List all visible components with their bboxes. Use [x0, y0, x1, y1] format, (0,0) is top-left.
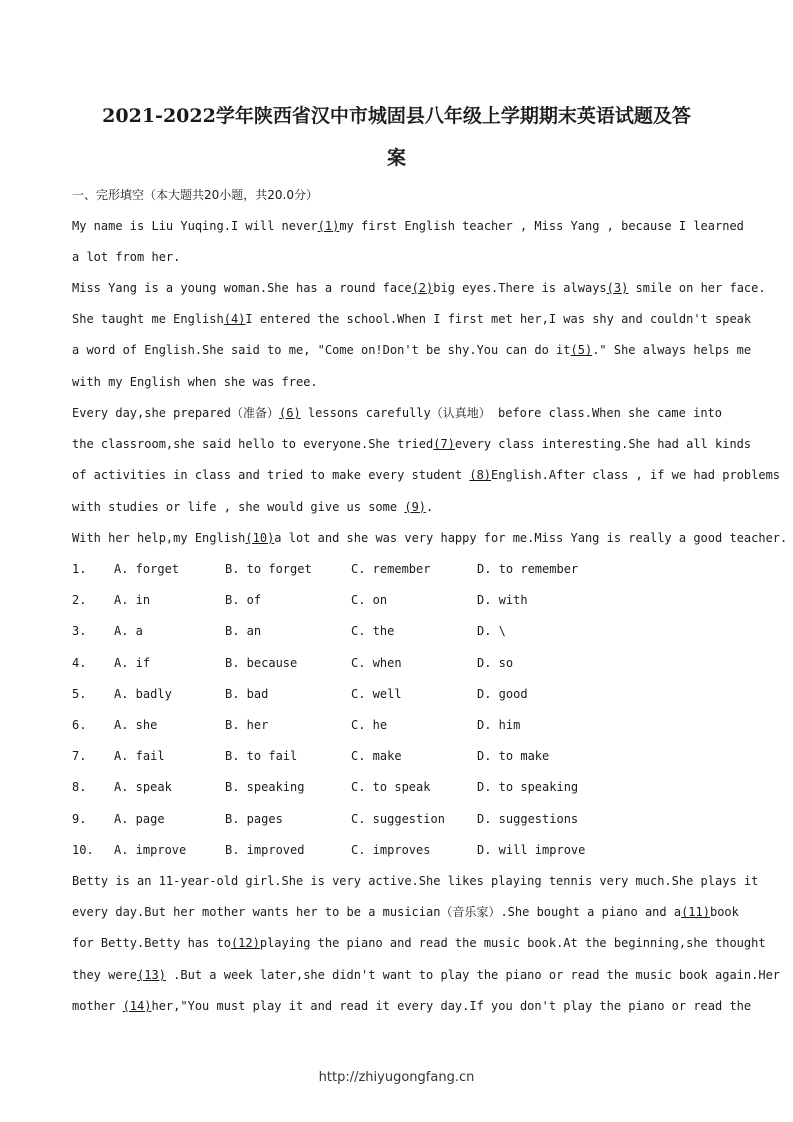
option-d: D. with — [477, 593, 528, 608]
passage-line — [72, 211, 744, 242]
document-title-line2: 案 — [386, 147, 406, 169]
question-row-2 — [72, 585, 722, 616]
section-heading: 一、完形填空（本大题共20小题，共20.0分） — [72, 188, 318, 202]
passage-text: . — [426, 499, 434, 514]
question-row-10 — [72, 835, 722, 866]
option-d: D. \ — [477, 624, 506, 639]
passage-text: .But a week later,she didn't want to play the piano or read the music book again.Her — [165, 967, 781, 982]
passage1-paragraph1 — [72, 211, 744, 273]
passage-text: for Betty.Betty has to — [72, 936, 231, 951]
option-c: C. improves — [351, 842, 431, 857]
passage-text: smile on her face. — [628, 281, 766, 295]
question-row-1 — [72, 554, 722, 585]
passage-text: big eyes.There is always — [433, 281, 607, 295]
question-number: 5. — [72, 686, 87, 701]
option-d: D. to speaking — [477, 780, 579, 795]
option-a: A. forget — [114, 562, 180, 576]
option-b: B. speaking — [225, 780, 305, 795]
option-c: C. when — [351, 655, 402, 670]
passage-text: Every day,she prepared（准备） — [72, 406, 279, 420]
blank-marker: (3) — [606, 281, 629, 295]
passage-line — [72, 242, 722, 273]
passage1-paragraph2 — [72, 273, 766, 398]
option-d: D. to remember — [477, 562, 579, 576]
blank-marker: (7) — [433, 437, 455, 452]
option-b: B. an — [225, 624, 262, 639]
passage-text: Miss Yang is a young woman.She has a round face — [72, 281, 412, 295]
question-number: 7. — [72, 749, 87, 764]
passage-text: Betty is an 11-year-old girl.She is very active.She likes playing tennis very much.She plays it — [72, 874, 759, 888]
option-a: A. she — [114, 717, 158, 732]
option-c: C. to speak — [351, 780, 431, 795]
passage-text: with my English when she was free. — [72, 374, 318, 389]
option-a: A. if — [114, 655, 151, 670]
option-a: A. speak — [114, 780, 172, 795]
question-options-list — [72, 554, 722, 866]
question-row-7 — [72, 741, 722, 772]
passage-line — [72, 367, 722, 398]
passage-line — [72, 273, 766, 304]
question-row-4 — [72, 648, 722, 679]
option-c: C. make — [351, 749, 402, 764]
option-b: B. because — [225, 655, 298, 670]
question-number: 1. — [72, 562, 87, 576]
option-d: D. suggestions — [477, 811, 579, 826]
passage-text: every day.But her mother wants her to be a musician（音乐家）.She bought a piano and a — [72, 905, 682, 920]
option-b: B. bad — [225, 686, 269, 701]
option-d: D. him — [477, 717, 521, 732]
option-a: A. badly — [114, 686, 172, 701]
passage-line — [72, 928, 766, 959]
blank-marker: (9) — [404, 499, 427, 514]
option-a: A. page — [114, 811, 165, 826]
option-a: A. in — [114, 593, 151, 608]
option-b: B. pages — [225, 811, 283, 826]
passage-text: my first English teacher , Miss Yang , because I learned — [339, 219, 744, 233]
passage-text: playing the piano and read the music book.At the beginning,she thought — [259, 936, 766, 951]
passage-line — [72, 335, 752, 366]
option-c: C. on — [351, 593, 388, 608]
question-number: 4. — [72, 655, 87, 670]
blank-marker: (11) — [681, 905, 710, 920]
passage-text: English.After class , if we had problems — [491, 468, 781, 483]
passage-text: with studies or life , she would give us some — [72, 499, 405, 514]
question-number: 2. — [72, 593, 87, 608]
passage-text: they were — [72, 967, 138, 982]
passage-text: the classroom,she said hello to everyone.She tried — [72, 437, 434, 452]
passage-text: a lot and she was very happy for me.Miss Yang is really a good teacher. — [274, 531, 788, 545]
passage-text: her,"You must play it and read it every day.If you don't play the piano or read the — [151, 998, 752, 1013]
question-row-5 — [72, 679, 722, 710]
option-c: C. the — [351, 624, 395, 639]
passage-line — [72, 866, 759, 897]
option-a: A. a — [114, 624, 143, 639]
passage1-paragraph4 — [72, 523, 788, 554]
blank-marker: (1) — [317, 219, 340, 233]
passage-text: With her help,my English — [72, 531, 246, 545]
option-a: A. improve — [114, 842, 187, 857]
passage1-paragraph3 — [72, 398, 781, 523]
passage-text: a word of English.She said to me, "Come on!Don't be shy.You can do it — [72, 343, 571, 358]
passage-text: of activities in class and tried to make every student — [72, 468, 470, 483]
passage-text: My name is Liu Yuqing.I will never — [72, 219, 318, 233]
option-d: D. good — [477, 686, 528, 701]
blank-marker: (4) — [223, 312, 246, 327]
question-number: 6. — [72, 717, 87, 732]
passage-text: mother — [72, 998, 123, 1013]
option-b: B. her — [225, 717, 269, 732]
option-c: C. well — [351, 686, 402, 701]
question-number: 9. — [72, 811, 87, 826]
option-b: B. improved — [225, 842, 305, 857]
question-number: 3. — [72, 624, 87, 639]
option-c: C. suggestion — [351, 811, 445, 826]
passage-text: every class interesting.She had all kinds — [454, 437, 752, 452]
question-row-8 — [72, 772, 722, 803]
option-b: B. to forget — [225, 562, 312, 576]
footer-url[interactable]: http://zhiyugongfang.cn — [318, 1070, 475, 1085]
passage2-paragraph — [72, 866, 781, 1022]
option-b: B. to fail — [225, 749, 298, 764]
question-number: 8. — [72, 780, 87, 795]
option-c: C. he — [351, 717, 388, 732]
blank-marker: (6) — [279, 406, 301, 420]
passage-line — [72, 523, 788, 554]
question-row-9 — [72, 804, 722, 835]
passage-text: a lot from her. — [72, 250, 181, 265]
passage-line — [72, 897, 739, 928]
passage-line — [72, 492, 722, 523]
option-d: D. to make — [477, 749, 550, 764]
blank-marker: (5) — [570, 343, 593, 358]
option-c: C. remember — [351, 562, 431, 576]
passage-text: book — [709, 905, 739, 920]
passage-text: ." She always helps me — [592, 343, 752, 358]
option-a: A. fail — [114, 749, 165, 764]
passage-line — [72, 460, 781, 491]
blank-marker: (12) — [230, 936, 260, 951]
blank-marker: (10) — [245, 531, 275, 545]
passage-text: She taught me English — [72, 312, 224, 327]
option-b: B. of — [225, 593, 262, 608]
option-d: D. will improve — [477, 842, 586, 857]
document-title-line1: 2021-2022学年陕西省汉中市城固县八年级上学期期末英语试题及答 — [102, 105, 691, 127]
question-number: 10. — [72, 842, 94, 857]
passage-text: lessons carefully（认真地） before class.When she came into — [300, 406, 722, 420]
blank-marker: (2) — [411, 281, 434, 295]
blank-marker: (14) — [122, 998, 152, 1013]
passage-line — [72, 304, 752, 335]
passage-line — [72, 991, 752, 1022]
blank-marker: (13) — [137, 967, 166, 982]
passage-line — [72, 429, 752, 460]
passage-line — [72, 398, 722, 429]
question-row-6 — [72, 710, 722, 741]
blank-marker: (8) — [469, 468, 492, 483]
option-d: D. so — [477, 655, 514, 670]
passage-text: I entered the school.When I first met her,I was shy and couldn't speak — [245, 312, 752, 327]
passage-line — [72, 960, 781, 991]
question-row-3 — [72, 616, 722, 647]
